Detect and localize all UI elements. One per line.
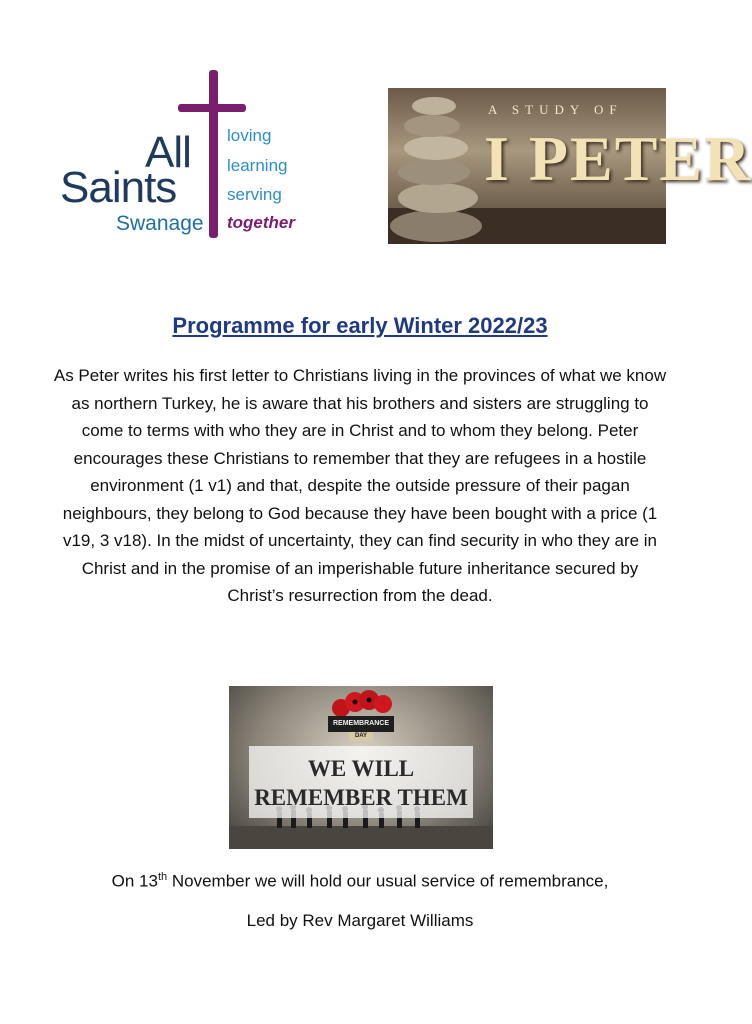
service-notice	[0, 871, 720, 892]
remembrance-day-label: DAY	[349, 732, 373, 741]
page-title	[0, 313, 720, 339]
study-of-peter-image	[388, 88, 752, 244]
service-notice-before: On 13	[111, 871, 158, 891]
remembrance-day-image	[229, 686, 493, 849]
study-caption: A STUDY OF	[488, 102, 623, 117]
peter-title: I PETER	[484, 123, 752, 194]
logo-all: All	[145, 128, 191, 177]
remember-them-text: REMEMBER THEM	[254, 785, 468, 810]
logo-tagline-learning: learning	[227, 156, 288, 175]
logo-tagline-together: together	[227, 213, 295, 232]
logo-swanage: Swanage	[116, 212, 204, 235]
logo-tagline-serving: serving	[227, 185, 282, 204]
led-by-line: Led by Rev Margaret Williams	[246, 911, 474, 930]
all-saints-logo	[60, 68, 310, 243]
logo-tagline-loving: loving	[227, 126, 272, 145]
remembrance-banner: REMEMBRANCE	[328, 716, 394, 732]
we-will-text: WE WILL	[307, 756, 415, 781]
intro-paragraph: As Peter writes his first letter to Christians living in the provinces of what we know as northern Turkey, he is aware that his brothers and sisters are struggling to come to terms with who they are in Christ and to whom they belong. Peter encourages these Christians to remember that they are refugees in a hostile environment (1 v1) and that, despite the outside pressure of their pagan neighbours, they belong to God because they have been bought with a price (1 v19, 3 v18). In the midst of uncertainty, they can find security in who they are in Christ and in the promise of an imperishable future inheritance secured by Christ’s resurrection from the dead.	[53, 366, 667, 605]
cross-bar	[178, 104, 246, 112]
logo-saints: Saints	[60, 163, 177, 212]
service-notice-ordinal: th	[157, 871, 168, 883]
page-title-text: Programme for early Winter 2022/23	[172, 313, 548, 338]
service-notice-after: November we will hold our usual service of remembrance,	[167, 871, 609, 891]
cross-icon	[209, 70, 218, 238]
